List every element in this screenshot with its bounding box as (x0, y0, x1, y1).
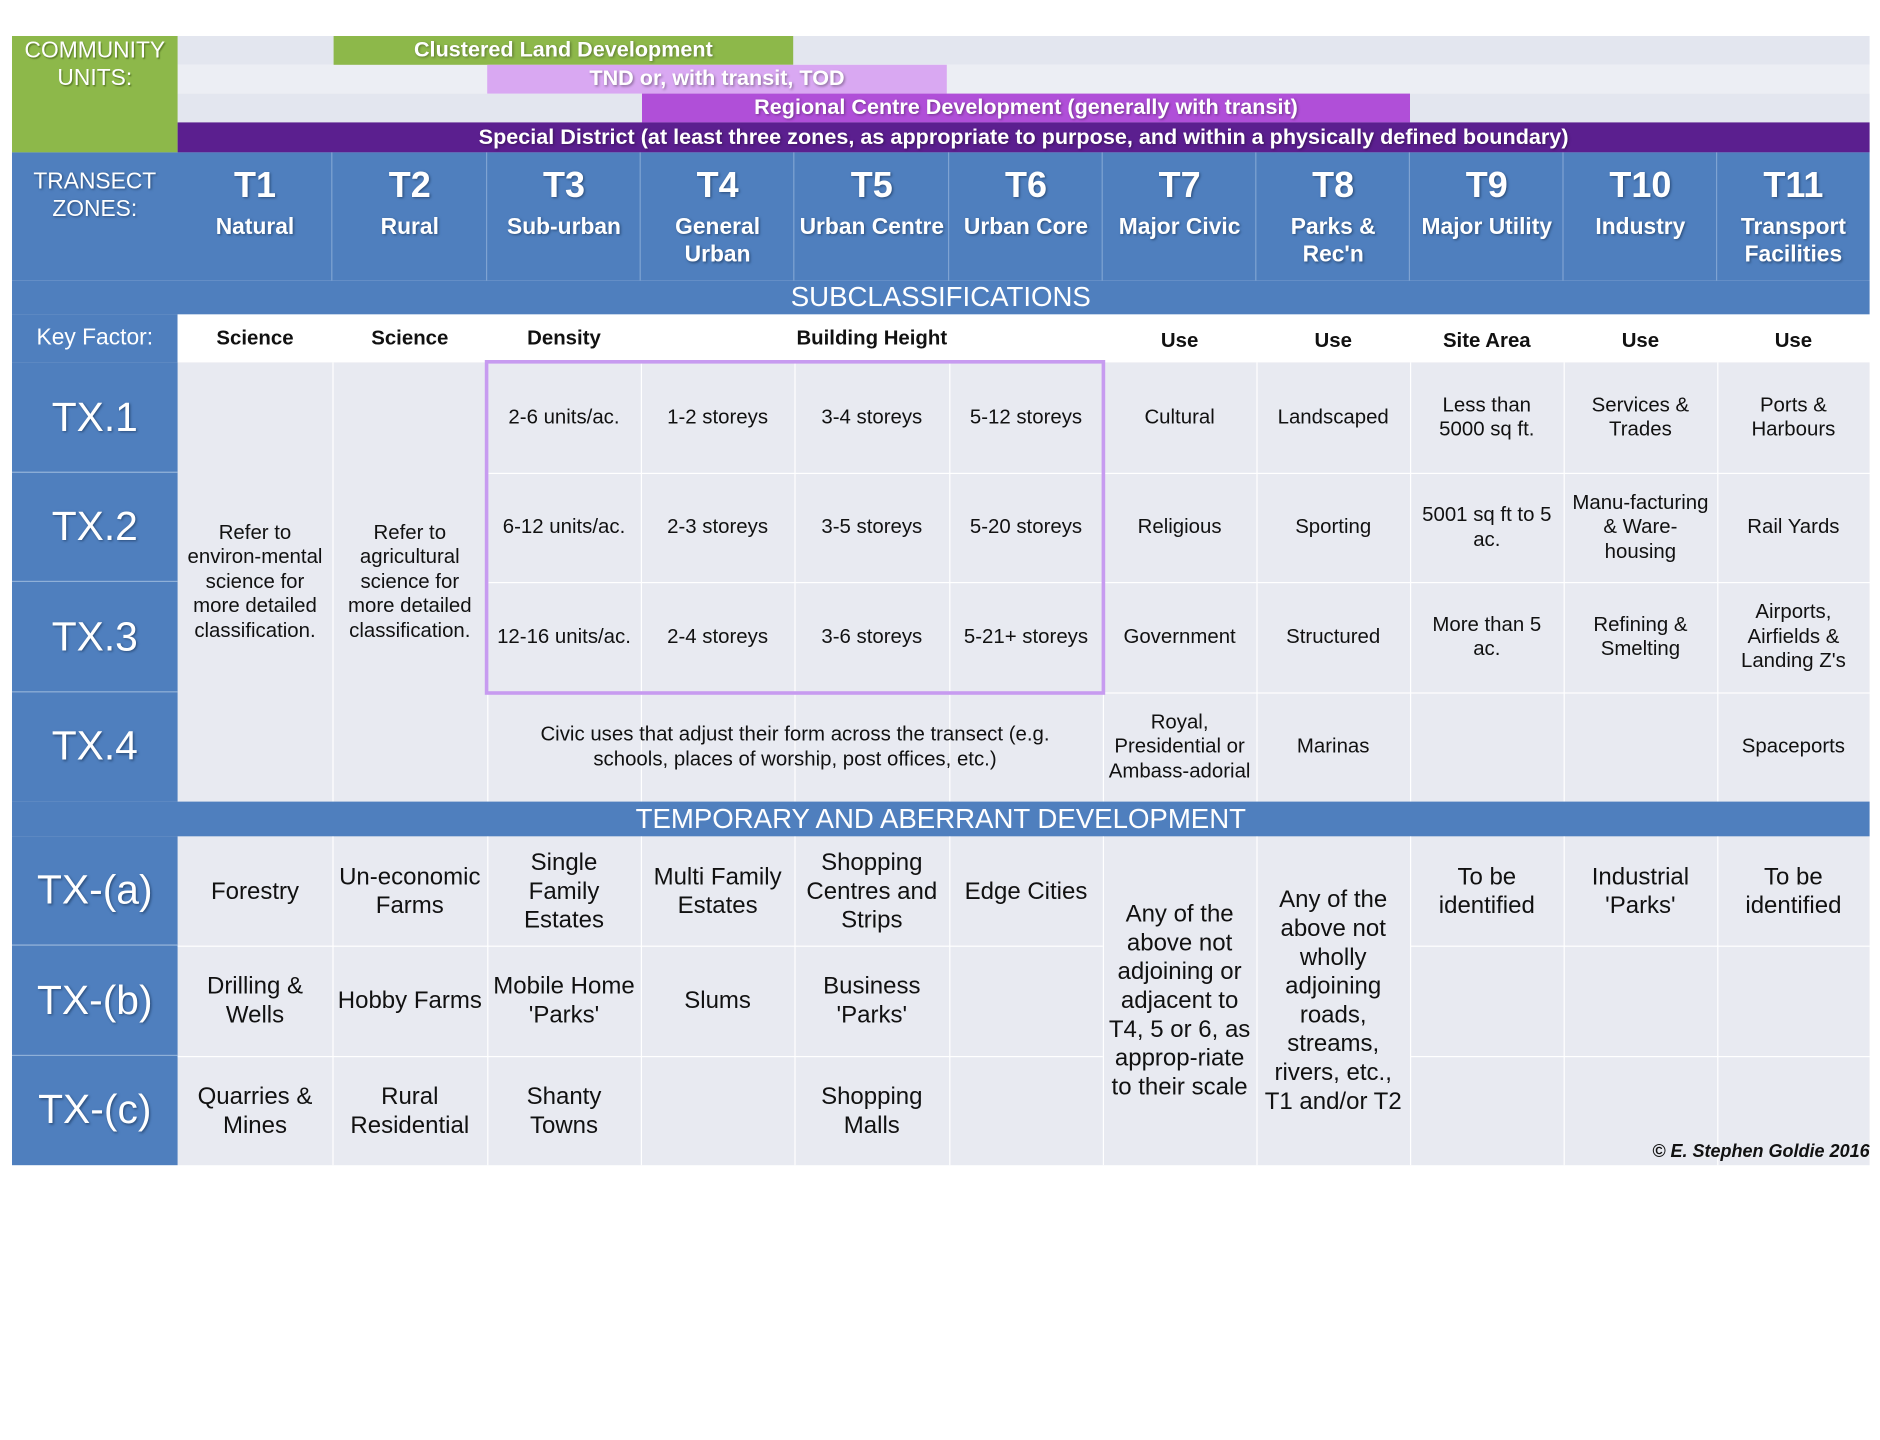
band-regional-centre-development: Regional Centre Development (generally with transit) (642, 94, 1410, 123)
temporary-cell: Hobby Farms (337, 987, 482, 1015)
subclass-cell: Landscaped (1277, 405, 1389, 429)
subclass-cell: 1-2 storeys (667, 405, 769, 429)
community-units-label: COMMUNITY UNITS: (12, 36, 178, 152)
temporary-cell (949, 946, 1103, 1056)
zone-name: General Urban (675, 214, 761, 268)
temporary-cell: Shopping Centres and Strips (806, 849, 938, 934)
grid-line-v (1564, 836, 1565, 1165)
subclass-cell: Manu-facturing & Ware-housing (1572, 490, 1709, 563)
zone-name: Urban Core (963, 214, 1089, 241)
zone-divider (1716, 152, 1717, 280)
temporary-cell: Rural Residential (350, 1083, 470, 1139)
subclass-cell: 5-12 storeys (969, 405, 1083, 429)
zone-name: Major Utility (1421, 214, 1553, 241)
subclass-cell: 3-6 storeys (821, 624, 923, 648)
grid-line-v (487, 836, 488, 1165)
zone-divider (1102, 152, 1103, 280)
row-label-tx1: TX.1 (12, 362, 178, 472)
row-label-tx3: TX.3 (12, 582, 178, 692)
zone-header-t4 (641, 152, 795, 280)
band-row-2-bg (178, 65, 1870, 94)
zone-code: T6 (1004, 165, 1047, 206)
subclass-cell: Sporting (1295, 515, 1372, 538)
band-clustered-land-development: Clustered Land Development (334, 36, 794, 65)
key-factor-t8: Use (1314, 328, 1352, 352)
tx4-t11-spaceports: Spaceports (1741, 734, 1846, 758)
temporary-cell: Shopping Malls (821, 1083, 923, 1139)
temporary-title: TEMPORARY AND ABERRANT DEVELOPMENT (12, 802, 1870, 837)
temporary-cell: To be identified (1745, 863, 1842, 919)
zone-header-t9 (1410, 152, 1564, 280)
row-divider (12, 691, 178, 692)
subclass-cell: Rail Yards (1747, 515, 1840, 538)
temporary-cell: Drilling & Wells (206, 973, 304, 1029)
row-label-txa: TX-(a) (12, 836, 178, 945)
key-factor-t3: Density (527, 326, 601, 349)
zone-divider (1255, 152, 1256, 280)
subclass-cell: 2-4 storeys (667, 624, 769, 648)
zone-header-t5 (794, 152, 949, 280)
zone-code: T2 (388, 165, 431, 206)
zone-name: Rural (380, 214, 439, 241)
zone-divider (331, 152, 332, 280)
t7-aberrant-note: Any of the above not adjoining or adjacent to T4, 5 or 6, as approp-riate to their scale (1108, 901, 1251, 1101)
temporary-cell: Business 'Parks' (823, 973, 921, 1029)
grid-line-v (332, 362, 333, 801)
copyright-notice: © E. Stephen Goldie 2016 (1652, 1141, 1870, 1162)
grid-line-v (1410, 836, 1411, 1165)
temporary-cell: Quarries & Mines (197, 1083, 313, 1139)
temporary-cell: Edge Cities (964, 877, 1088, 905)
subclass-cell: Refining & Smelting (1593, 612, 1688, 660)
subclass-cell: 12-16 units/ac. (497, 624, 631, 648)
grid-line-v (641, 836, 642, 1165)
row-divider (12, 581, 178, 582)
subclass-cell: 5-21+ storeys (963, 624, 1089, 648)
temporary-cell: Forestry (210, 877, 300, 905)
row-label-tx2: TX.2 (12, 473, 178, 582)
subclass-cell: 3-4 storeys (821, 405, 923, 429)
zone-code: T5 (850, 165, 893, 206)
density-height-highlight (485, 360, 1105, 695)
row-label-txb: TX-(b) (12, 946, 178, 1056)
temporary-cell (641, 1056, 795, 1165)
zone-divider (1409, 152, 1410, 280)
subclass-cell: 2-6 units/ac. (508, 405, 620, 429)
zone-divider (1562, 152, 1563, 280)
zone-divider (948, 152, 949, 280)
subclass-cell: 5-20 storeys (969, 515, 1083, 538)
row-label-tx4: TX.4 (12, 692, 178, 801)
subclass-cell: Services & Trades (1591, 393, 1690, 441)
zone-name: Sub-urban (507, 214, 621, 241)
temporary-cell: Shanty Towns (526, 1083, 602, 1139)
subclass-cell: Religious (1137, 515, 1222, 538)
zone-name: Transport Facilities (1740, 214, 1846, 268)
zone-divider (640, 152, 641, 280)
t1-science-note: Refer to environ-mental science for more detailed classification. (187, 520, 323, 642)
temporary-cell (949, 1056, 1103, 1165)
subclass-cell: Ports & Harbours (1751, 393, 1836, 441)
zone-header-t2 (332, 152, 487, 280)
zone-header-t10 (1564, 152, 1718, 280)
key-factor-t9: Site Area (1442, 328, 1531, 352)
zone-name: Natural (215, 214, 295, 241)
tx4-t8-marinas: Marinas (1296, 734, 1370, 758)
t2-science-note: Refer to agricultural science for more detailed classification. (347, 520, 472, 642)
grid-line-h (1410, 946, 1870, 947)
subclass-cell: Government (1123, 624, 1236, 648)
tx4-t7-royal: Royal, Presidential or Ambass-adorial (1108, 710, 1251, 783)
zone-code: T8 (1312, 165, 1355, 206)
zone-name: Major Civic (1118, 214, 1241, 241)
zone-name: Industry (1595, 214, 1686, 241)
subclass-cell: 3-5 storeys (821, 515, 923, 538)
temporary-cell: Multi Family Estates (653, 863, 782, 919)
zone-code: T10 (1609, 165, 1672, 206)
subclass-cell: 5001 sq ft to 5 ac. (1422, 502, 1552, 551)
zone-code: T9 (1465, 165, 1508, 206)
row-divider (12, 472, 178, 473)
temporary-cell: Single Family Estates (523, 849, 605, 934)
row-divider (12, 944, 178, 945)
grid-line-h (178, 946, 1103, 947)
grid-line-v (1717, 836, 1718, 1165)
temporary-cell: To be identified (1438, 863, 1535, 919)
temporary-cell: Industrial 'Parks' (1591, 863, 1690, 919)
zone-code: T3 (542, 165, 585, 206)
grid-line-v (949, 836, 950, 1165)
zone-name: Parks & Rec'n (1290, 214, 1376, 268)
zone-divider (793, 152, 794, 280)
t8-aberrant-note: Any of the above not wholly adjoining roads, streams, rivers, etc., T1 and/or T2 (1264, 886, 1402, 1115)
grid-line-h (178, 1056, 1103, 1057)
zone-code: T4 (696, 165, 739, 206)
zone-header-t11 (1717, 152, 1869, 280)
temporary-cell: Un-economic Farms (339, 863, 481, 919)
subclass-cell: More than 5 ac. (1432, 612, 1542, 660)
zone-code: T7 (1158, 165, 1201, 206)
subclass-cell: 6-12 units/ac. (502, 515, 626, 538)
zone-name: Urban Centre (799, 214, 945, 241)
zone-header-t8 (1256, 152, 1410, 280)
subclass-cell: 2-3 storeys (667, 515, 769, 538)
subclass-cell: Less than 5000 sq ft. (1439, 393, 1535, 441)
key-factor-t1: Science (216, 326, 294, 349)
zone-header-t7 (1103, 152, 1257, 280)
row-divider (12, 1055, 178, 1056)
band-tnd-tod: TND or, with transit, TOD (487, 65, 947, 94)
transect-zones-label: TRANSECT ZONES: (33, 169, 157, 223)
zone-code: T1 (233, 165, 276, 206)
subclassifications-title: SUBCLASSIFICATIONS (12, 281, 1870, 315)
key-factor-label: Key Factor: (12, 314, 178, 362)
zone-divider (486, 152, 487, 280)
zone-code: T11 (1763, 165, 1824, 206)
temporary-cell: Mobile Home 'Parks' (493, 973, 635, 1029)
band-special-district: Special District (at least three zones, as appropriate to purpose, and within a physically defined boundary) (178, 122, 1870, 152)
key-factor-t2: Science (371, 326, 449, 349)
key-factor-t4-t6: Building Height (796, 326, 948, 349)
key-factor-t10: Use (1621, 328, 1660, 352)
row-label-txc: TX-(c) (12, 1056, 178, 1165)
grid-line-v (332, 836, 333, 1165)
key-factor-t7: Use (1160, 328, 1199, 352)
zone-header-t1 (178, 152, 333, 280)
subclass-cell: Airports, Airfields & Landing Z's (1740, 600, 1846, 673)
zone-header-t3 (487, 152, 641, 280)
temporary-cell: Slums (684, 987, 751, 1015)
grid-line-h (1410, 1056, 1870, 1057)
subclass-cell: Structured (1286, 624, 1381, 648)
grid-line-v (794, 836, 795, 1165)
tx4-civic-uses: Civic uses that adjust their form across the transect (e.g. schools, places of worship, post offices, etc.) (540, 722, 1050, 770)
key-factor-t11: Use (1774, 328, 1813, 352)
zone-header-t6 (949, 152, 1103, 280)
subclass-cell: Cultural (1144, 405, 1215, 429)
